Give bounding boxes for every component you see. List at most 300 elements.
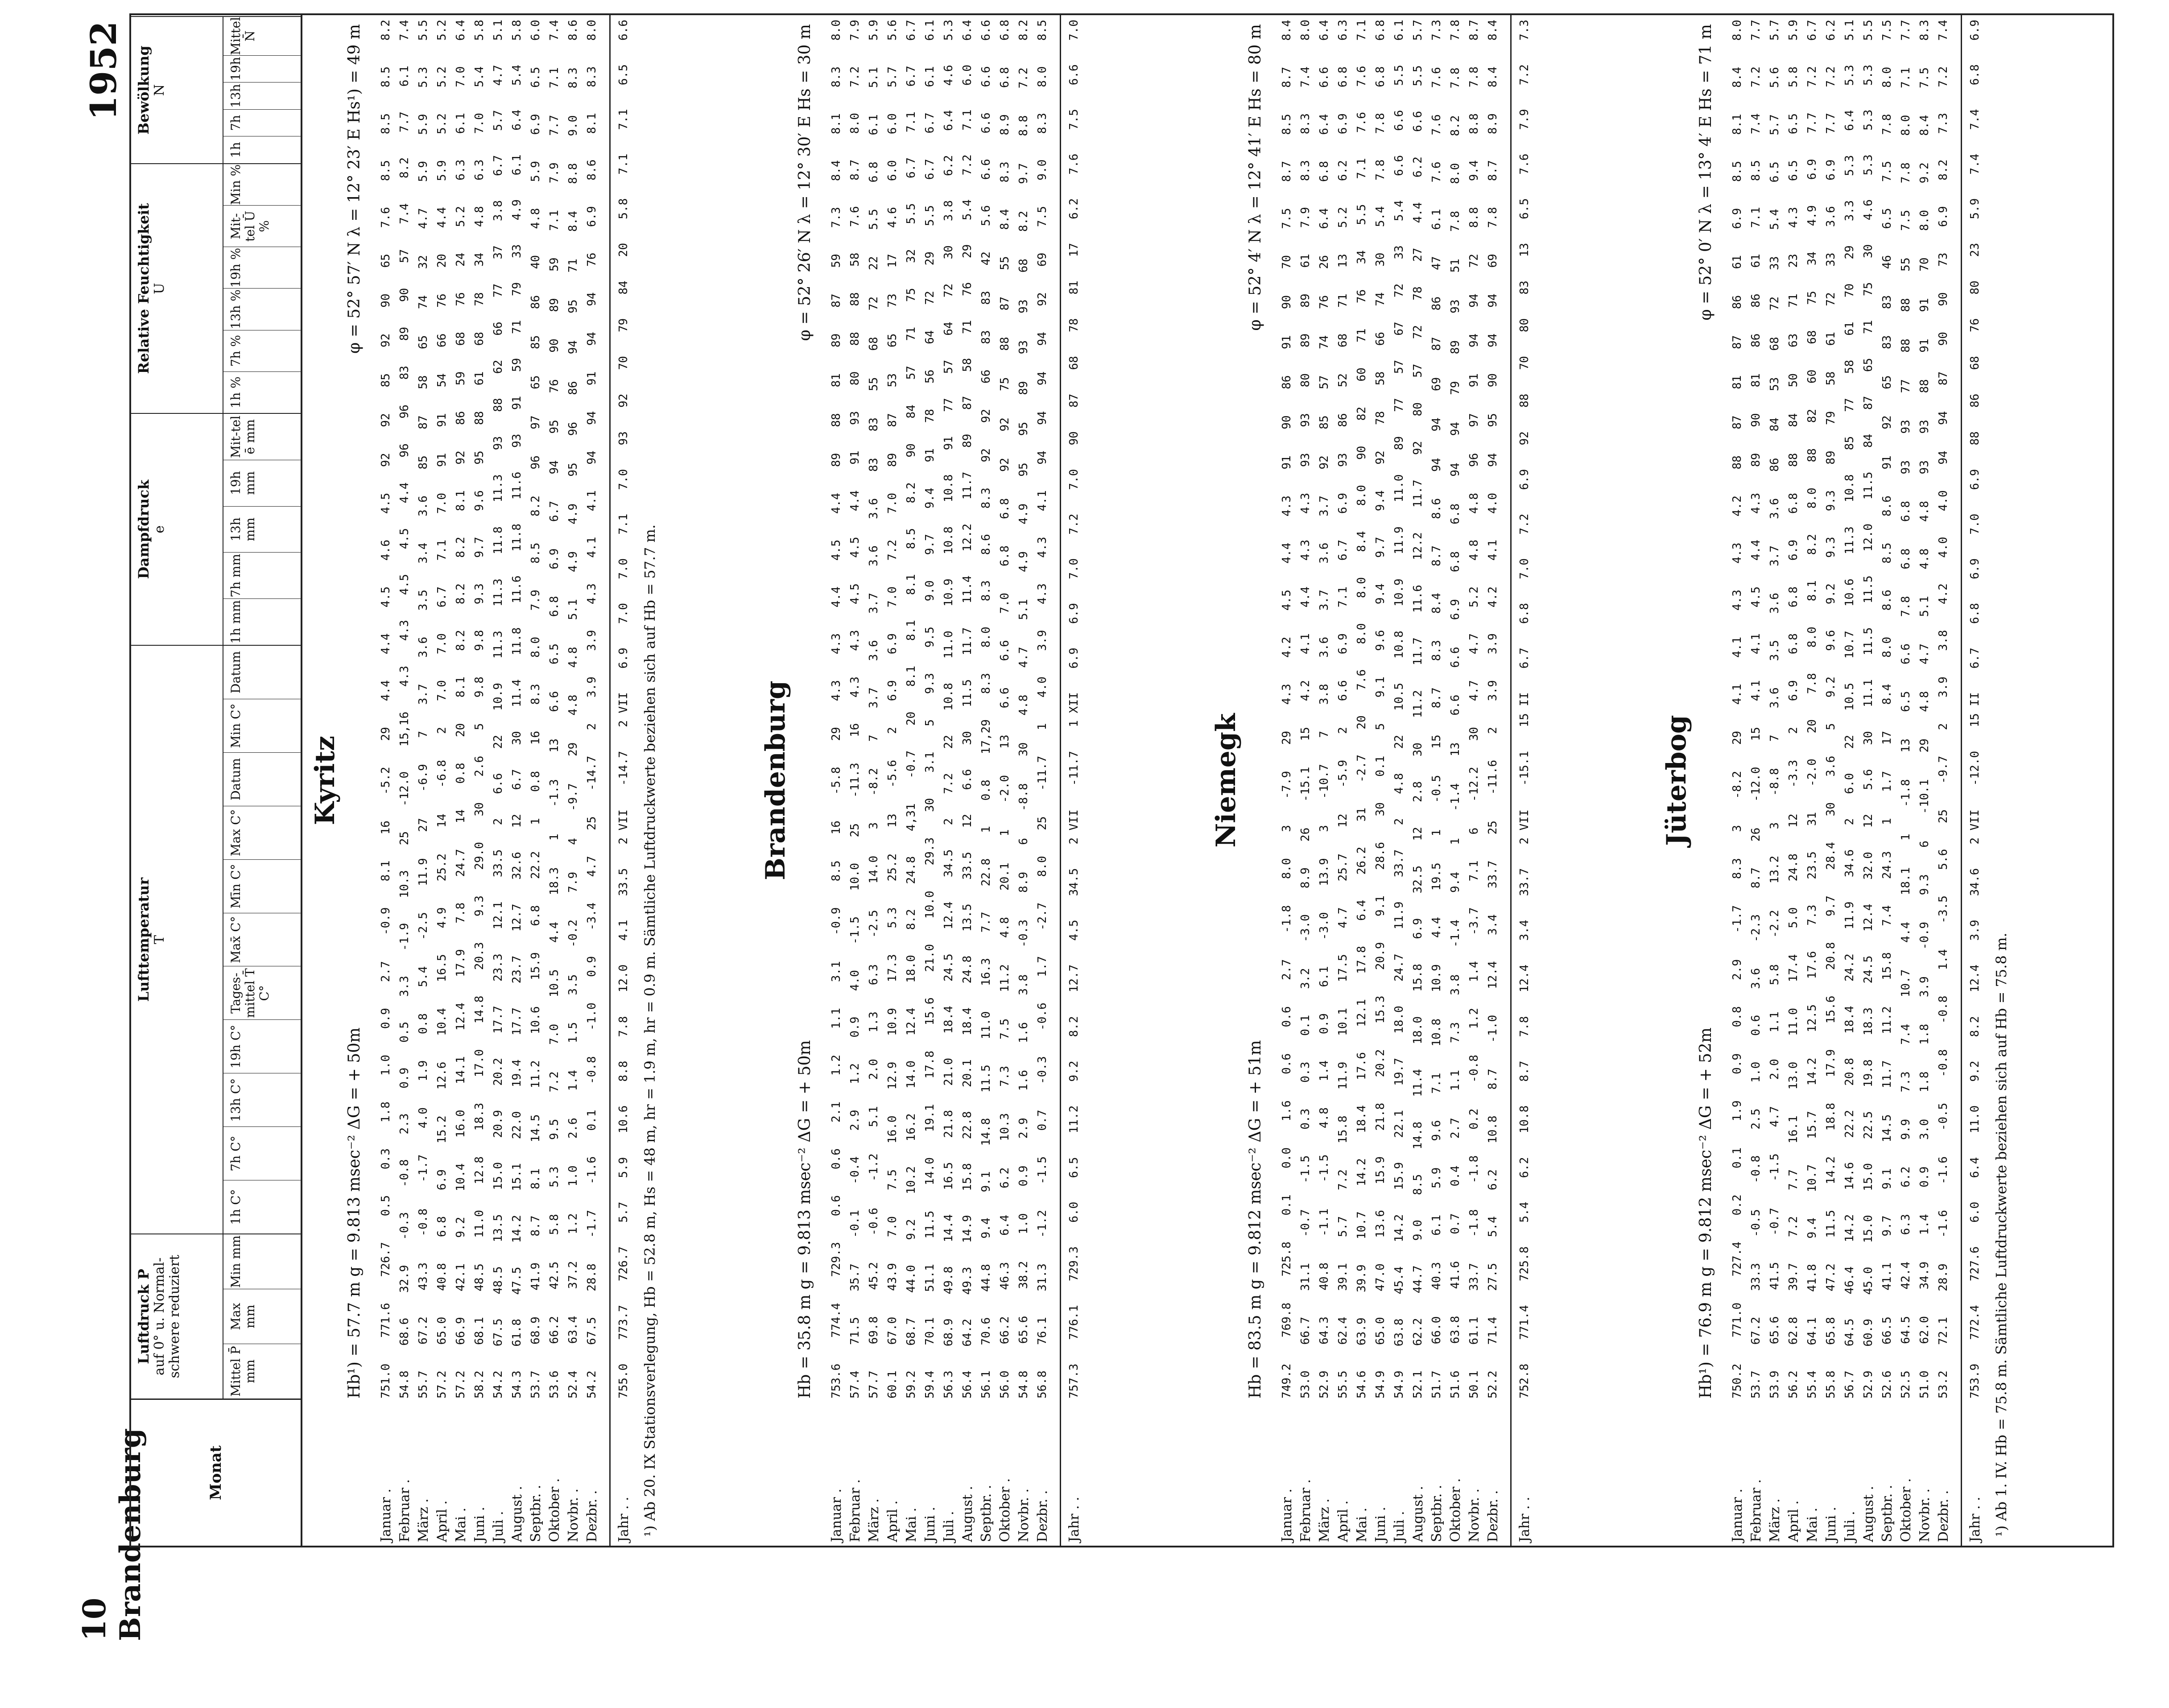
table-cell: 1.6 (1280, 1100, 1293, 1122)
table-cell: 72 (923, 291, 937, 305)
table-cell: 72 (1467, 254, 1481, 268)
table-cell: 12 (510, 814, 524, 828)
table-cell: 1.0 (1017, 1213, 1030, 1234)
table-cell: 54.2 (492, 1370, 505, 1399)
table-cell: 8.3 (1731, 858, 1744, 879)
table-cell: 18.8 (1824, 1102, 1838, 1131)
table-cell: 46.3 (998, 1262, 1012, 1290)
table-cell: 90 (1749, 413, 1763, 427)
table-cell: 65 (379, 254, 392, 268)
table-cell: 4.7 (492, 65, 505, 86)
table-cell: 51 (1449, 258, 1462, 273)
table-cell: 93 (617, 431, 630, 446)
table-cell: 68 (1768, 337, 1781, 351)
table-cell: 57.4 (848, 1370, 862, 1399)
table-cell: 7.6 (379, 207, 392, 228)
table-cell: 0.8 (1731, 1006, 1744, 1027)
table-cell: 4.5 (379, 493, 392, 514)
month-label: Novbr. . (1016, 1488, 1032, 1542)
table-cell: 10.7 (1899, 969, 1913, 998)
table-cell: 55 (1899, 257, 1913, 272)
table-cell: 7.8 (1899, 596, 1913, 617)
table-cell: 3.7 (867, 687, 880, 709)
table-cell: 56.1 (979, 1370, 993, 1399)
table-cell: 4.1 (1749, 633, 1763, 655)
header-column: Min C° (223, 699, 301, 752)
table-cell: 5.8 (617, 198, 630, 219)
table-cell: -2.0 (1805, 759, 1819, 787)
table-cell: 0.9 (1731, 1053, 1744, 1074)
table-cell: 83 (867, 458, 880, 472)
page-number: 10 (76, 1597, 113, 1641)
table-cell: 9.2 (1067, 1060, 1081, 1082)
table-cell: 7.1 (1899, 67, 1913, 88)
table-cell: 3.6 (1768, 498, 1781, 519)
table-cell: 4.3 (1749, 493, 1763, 514)
table-cell: 7.0 (1067, 469, 1081, 490)
table-cell: 5.8 (1787, 66, 1800, 87)
table-cell: 9.1 (979, 1171, 993, 1192)
table-cell: 6.9 (1731, 208, 1744, 229)
table-cell: 4.8 (1318, 1107, 1331, 1129)
table-cell: 10.7 (1355, 1211, 1368, 1239)
table-cell: 32.5 (1411, 865, 1425, 894)
table-cell: 53.2 (1937, 1370, 1950, 1399)
month-label: Januar . (1279, 1489, 1295, 1542)
table-cell: -11.7 (1067, 751, 1081, 786)
table-cell: 0.1 (1731, 1147, 1744, 1168)
table-cell: 5.5 (417, 20, 430, 41)
table-cell: 13 (998, 734, 1012, 749)
table-cell: 9.7 (1374, 536, 1387, 558)
table-cell: 13 (886, 813, 899, 828)
table-cell: 10.1 (1336, 1008, 1350, 1036)
table-cell: 58 (848, 252, 862, 267)
table-cell: -12.0 (1968, 751, 1982, 786)
table-cell: 88 (1899, 338, 1913, 353)
table-cell: 7.2 (848, 66, 862, 87)
table-row (1409, 15, 1427, 1546)
table-cell: 9.2 (1918, 162, 1931, 184)
table-cell: 12.0 (1862, 524, 1875, 552)
table-cell: -5.9 (1336, 759, 1350, 788)
table-cell: 7.5 (1036, 206, 1049, 227)
header-column: 19h % (223, 247, 301, 288)
table-cell: 94 (548, 460, 561, 474)
row-values (566, 20, 580, 1399)
row-values (867, 20, 880, 1399)
header-column: Datum (228, 651, 243, 693)
table-cell: 30 (1374, 252, 1387, 267)
table-cell: 6.8 (1374, 66, 1387, 87)
table-cell: 6.2 (1336, 160, 1350, 181)
table-cell: 3.4 (1518, 920, 1531, 941)
table-cell: 37 (492, 245, 505, 260)
table-cell: 28.4 (1824, 842, 1838, 870)
table-cell: 63.9 (1355, 1317, 1368, 1345)
table-cell: 17.9 (454, 949, 467, 977)
table-cell: -0.9 (1918, 921, 1931, 950)
table-cell: 729.3 (830, 1242, 843, 1277)
table-cell: 67.2 (417, 1316, 430, 1345)
table-cell: 54.9 (1374, 1370, 1387, 1399)
table-cell: 7.6 (1518, 153, 1531, 175)
table-cell: 66 (979, 369, 993, 384)
table-row (1483, 15, 1502, 1546)
table-cell: 45.0 (1862, 1267, 1875, 1295)
row-values (998, 20, 1012, 1399)
table-cell: 7.8 (454, 902, 467, 924)
table-cell: 7.2 (961, 154, 974, 176)
table-cell: 77 (1843, 398, 1856, 412)
table-cell: 33.7 (1518, 868, 1531, 896)
table-cell: 22.5 (1862, 1111, 1875, 1139)
table-cell: 6.9 (1968, 558, 1982, 579)
table-cell: 6.4 (454, 20, 467, 41)
table-cell: 64 (923, 330, 937, 344)
table-cell: 1.4 (1467, 961, 1481, 982)
table-cell: 7.1 (548, 67, 561, 88)
table-cell: 5.5 (867, 209, 880, 230)
table-cell: 29 (566, 742, 580, 756)
table-cell: -8.8 (1768, 768, 1781, 796)
table-cell: 77 (942, 398, 955, 412)
table-cell: 6.4 (1355, 899, 1368, 921)
table-cell: 2 VII (1518, 809, 1531, 845)
row-values (1731, 20, 1744, 1399)
table-cell: 5.3 (1862, 154, 1875, 176)
table-cell: 4.4 (830, 493, 843, 514)
table-cell: -2.0 (998, 775, 1012, 803)
table-cell: 8.8 (566, 163, 580, 184)
table-cell: 7.3 (1937, 113, 1950, 134)
table-cell: 65.0 (435, 1316, 449, 1345)
table-cell: 2.0 (1768, 1059, 1781, 1080)
table-row (1033, 15, 1052, 1546)
table-cell: 3.6 (867, 545, 880, 567)
table-row (1446, 15, 1465, 1546)
table-cell: 46.4 (1843, 1266, 1856, 1295)
table-row (883, 15, 902, 1546)
table-row (1934, 15, 1953, 1546)
table-cell: 0.8 (529, 771, 542, 792)
table-cell: 7.0 (1067, 20, 1081, 41)
table-cell: 94 (1430, 417, 1443, 432)
table-cell: 53.9 (1768, 1370, 1781, 1399)
table-cell: 24 (454, 252, 467, 267)
table-cell: 59 (510, 358, 524, 372)
table-cell: 14.0 (905, 1060, 918, 1089)
table-cell: 32 (417, 255, 430, 269)
table-cell: 9.3 (1824, 536, 1838, 558)
table-cell: -10.7 (1318, 764, 1331, 799)
table-cell: 17 (886, 254, 899, 268)
table-cell: 4.1 (585, 536, 599, 558)
table-cell: 10.6 (529, 1006, 542, 1034)
row-values (1355, 20, 1368, 1399)
table-cell: 12.4 (1518, 964, 1531, 993)
table-cell: 34.5 (942, 849, 955, 878)
table-cell: 91 (942, 436, 955, 450)
table-cell: 7.5 (886, 1169, 899, 1191)
table-cell: 11.2 (529, 1060, 542, 1089)
table-row (564, 15, 583, 1546)
table-cell: -0.3 (1036, 1056, 1049, 1084)
table-cell: 83 (1518, 281, 1531, 295)
table-cell: 6.2 (998, 1167, 1012, 1188)
table-cell: 93 (492, 436, 505, 450)
table-cell: 6.8 (998, 67, 1012, 88)
table-cell: 1.8 (1918, 1071, 1931, 1093)
table-cell: 5.3 (886, 907, 899, 928)
table-cell: 7.8 (1449, 210, 1462, 232)
table-cell: 11.5 (1824, 1210, 1838, 1238)
table-cell: 8.4 (998, 209, 1012, 230)
table-cell: 1 (529, 818, 542, 825)
table-cell: 2 VII (617, 692, 630, 727)
table-cell: 7.2 (1017, 67, 1030, 89)
table-cell: 86 (566, 381, 580, 395)
month-label: August . (1410, 1485, 1426, 1542)
table-cell: 6.1 (867, 114, 880, 136)
table-cell: 7.6 (1355, 66, 1368, 87)
table-cell: 7.1 (961, 109, 974, 131)
table-cell: 4.9 (1017, 551, 1030, 573)
table-cell: 17.6 (1805, 951, 1819, 979)
table-cell: 20 (617, 243, 630, 257)
table-cell: 25 (398, 831, 411, 846)
table-cell: 8.3 (585, 66, 599, 87)
station-parameters (345, 24, 364, 1399)
table-cell: 20.8 (1824, 942, 1838, 970)
table-cell: 92 (1518, 431, 1531, 446)
table-row (414, 15, 433, 1546)
table-cell: 6.6 (979, 159, 993, 180)
table-cell: 53.0 (1299, 1370, 1312, 1399)
table-cell: 5 (1824, 723, 1838, 730)
table-cell: 4.9 (435, 907, 449, 928)
month-label: April . (1335, 1500, 1351, 1542)
table-cell: 6.1 (1392, 20, 1406, 41)
table-cell: 57 (1318, 375, 1331, 389)
table-cell: 22 (1843, 734, 1856, 749)
table-cell: 15 (1749, 727, 1763, 741)
table-cell: 12 (1862, 814, 1875, 828)
table-cell: 7.1 (1336, 586, 1350, 608)
table-cell: 1.4 (1918, 1214, 1931, 1235)
table-cell: -14.7 (585, 755, 599, 791)
header-column: Max̄ C° (223, 913, 301, 966)
table-cell: 39.7 (1787, 1263, 1800, 1291)
table-cell: 81 (1067, 281, 1081, 295)
table-cell: 4.3 (1280, 684, 1293, 705)
table-cell: 14.5 (1880, 1114, 1894, 1143)
table-cell: 1 (998, 829, 1012, 837)
table-cell: 5.1 (1017, 599, 1030, 620)
table-cell: 7.0 (1518, 558, 1531, 579)
table-cell: 56.2 (1787, 1370, 1800, 1399)
table-cell: 47.2 (1824, 1263, 1838, 1291)
table-cell: 89 (1749, 453, 1763, 467)
table-cell: 92 (998, 458, 1012, 472)
table-cell: 19.7 (1392, 1058, 1406, 1086)
table-cell: 28.8 (585, 1263, 599, 1291)
table-cell: 4.3 (1036, 583, 1049, 605)
table-cell: 0.3 (1299, 1108, 1312, 1130)
table-cell: 22 (942, 734, 955, 749)
table-cell: -2.5 (417, 912, 430, 940)
row-values (1486, 20, 1500, 1399)
table-cell: 7.6 (1355, 669, 1368, 690)
table-cell: 12.4 (942, 901, 955, 930)
table-cell: 1 (1449, 838, 1462, 845)
table-cell: 2 (1486, 727, 1500, 734)
table-cell: 6.4 (1318, 208, 1331, 229)
table-cell: 11.5 (961, 679, 974, 707)
table-cell: 3.9 (1036, 630, 1049, 651)
table-cell: 18.3 (473, 1102, 486, 1131)
table-cell: -2.7 (1355, 754, 1368, 783)
table-cell: 11.7 (1411, 637, 1425, 665)
table-cell: 6.3 (454, 159, 467, 181)
table-cell: 18.1 (1899, 867, 1913, 895)
table-row (1747, 15, 1765, 1546)
table-cell: 89 (886, 453, 899, 467)
table-cell: -0.8 (585, 1056, 599, 1084)
table-cell: 22.8 (961, 1111, 974, 1139)
table-cell: 52.9 (1862, 1370, 1875, 1399)
table-cell: 48.5 (492, 1266, 505, 1295)
table-cell: 7.9 (1518, 109, 1531, 130)
table-cell: 8.5 (379, 66, 392, 87)
table-cell: 6.6 (979, 112, 993, 134)
table-cell: 11.9 (1336, 1061, 1350, 1090)
table-cell: 3.4 (417, 542, 430, 564)
table-cell: 18.0 (905, 955, 918, 983)
month-label: Mai . (453, 1507, 469, 1542)
table-cell: 91 (510, 396, 524, 410)
table-cell: 1.1 (830, 1008, 843, 1029)
row-values (1968, 20, 1982, 1399)
header-column: Mit-tel Ū % (223, 205, 301, 247)
table-cell: 23 (1968, 243, 1982, 257)
table-cell: 6.5 (1787, 113, 1800, 134)
table-cell: -1.8 (1280, 905, 1293, 933)
row-values (1467, 20, 1481, 1399)
table-cell: 60.1 (886, 1370, 899, 1399)
table-cell: 8.7 (1467, 20, 1481, 41)
table-cell: 7.9 (848, 20, 862, 41)
table-cell: 91 (1918, 338, 1931, 353)
table-cell: -1.2 (867, 1153, 880, 1182)
table-cell: 28.6 (1374, 842, 1387, 870)
table-cell: 6.2 (1518, 1157, 1531, 1178)
table-cell: 14.5 (529, 1114, 542, 1143)
station-params-left: Hb = 83.5 m g = 9.812 msec⁻² ΔG = + 51m (1246, 1040, 1264, 1399)
table-cell: -9.7 (566, 783, 580, 811)
table-cell: 24.8 (961, 955, 974, 984)
row-values (548, 20, 561, 1399)
table-cell: 76 (1355, 289, 1368, 304)
table-cell: 4.3 (1299, 540, 1312, 561)
row-values (905, 20, 918, 1399)
table-cell: 3.8 (1937, 630, 1950, 651)
row-values (1937, 20, 1950, 1399)
table-cell: 57.2 (435, 1370, 449, 1399)
table-cell: 72 (1411, 325, 1425, 339)
table-cell: 51.6 (1449, 1370, 1462, 1399)
table-cell: 31 (1805, 812, 1819, 826)
table-cell: 4.9 (1805, 205, 1819, 227)
table-cell: 6.5 (1067, 1157, 1081, 1178)
table-cell: 92 (979, 408, 993, 423)
table-cell: 8.0 (1805, 627, 1819, 648)
table-cell: 16.5 (942, 1162, 955, 1190)
table-cell: 85 (417, 455, 430, 470)
header-group-4 (131, 163, 301, 413)
table-cell: 34.6 (1843, 849, 1856, 878)
station-params-right: φ = 52° 57′ N λ = 12° 23′ E Hs¹) = 49 m (345, 24, 364, 354)
table-cell: 3.6 (1768, 687, 1781, 709)
table-cell: 10.8 (1430, 1018, 1443, 1047)
table-cell: 83 (867, 417, 880, 432)
table-cell: 6.9 (1805, 159, 1819, 180)
row-values (830, 20, 843, 1399)
table-cell: 86 (1336, 413, 1350, 427)
table-cell: 7.3 (1430, 20, 1443, 41)
table-cell: 14.0 (923, 1157, 937, 1185)
table-cell: 8.7 (1430, 545, 1443, 567)
table-cell: 8.2 (1968, 1016, 1982, 1037)
table-cell: 3.8 (942, 200, 955, 221)
table-cell: 5.6 (979, 205, 993, 227)
table-cell: 6.7 (510, 769, 524, 790)
table-cell: 55.4 (1805, 1370, 1819, 1399)
table-cell: 61 (1824, 332, 1838, 346)
table-cell: 24.7 (1392, 953, 1406, 982)
table-row (1352, 15, 1371, 1546)
table-cell: 64.2 (961, 1319, 974, 1347)
table-cell: 8.1 (585, 113, 599, 134)
table-cell: 11.5 (923, 1210, 937, 1239)
table-cell: 54.6 (1355, 1370, 1368, 1399)
table-cell: 30 (923, 798, 937, 812)
table-cell: 4.0 (1937, 490, 1950, 512)
table-cell: 20.9 (492, 1110, 505, 1138)
table-cell: 14.2 (1824, 1156, 1838, 1184)
table-cell: 64.3 (1318, 1316, 1331, 1345)
table-cell: 90 (1937, 292, 1950, 306)
table-cell: 19.1 (923, 1104, 937, 1132)
table-cell: 44.0 (905, 1265, 918, 1293)
table-cell: 64.1 (1805, 1317, 1819, 1345)
table-cell: 21.0 (923, 944, 937, 972)
table-cell: 16 (848, 723, 862, 737)
table-cell: 95 (1017, 421, 1030, 436)
table-cell: 8.7 (1430, 687, 1443, 709)
table-cell: 6.5 (1899, 691, 1913, 712)
table-cell: 6.7 (905, 20, 918, 41)
table-cell: 94 (566, 340, 580, 355)
table-cell: 4.4 (1411, 202, 1425, 223)
table-row (1427, 15, 1446, 1546)
table-cell: 71 (566, 258, 580, 273)
table-cell: 8.1 (905, 665, 918, 687)
month-label: März . (1767, 1498, 1783, 1542)
table-cell: 82 (1355, 406, 1368, 421)
table-cell: 9.6 (1430, 1120, 1443, 1141)
table-cell: 87 (1430, 337, 1443, 351)
